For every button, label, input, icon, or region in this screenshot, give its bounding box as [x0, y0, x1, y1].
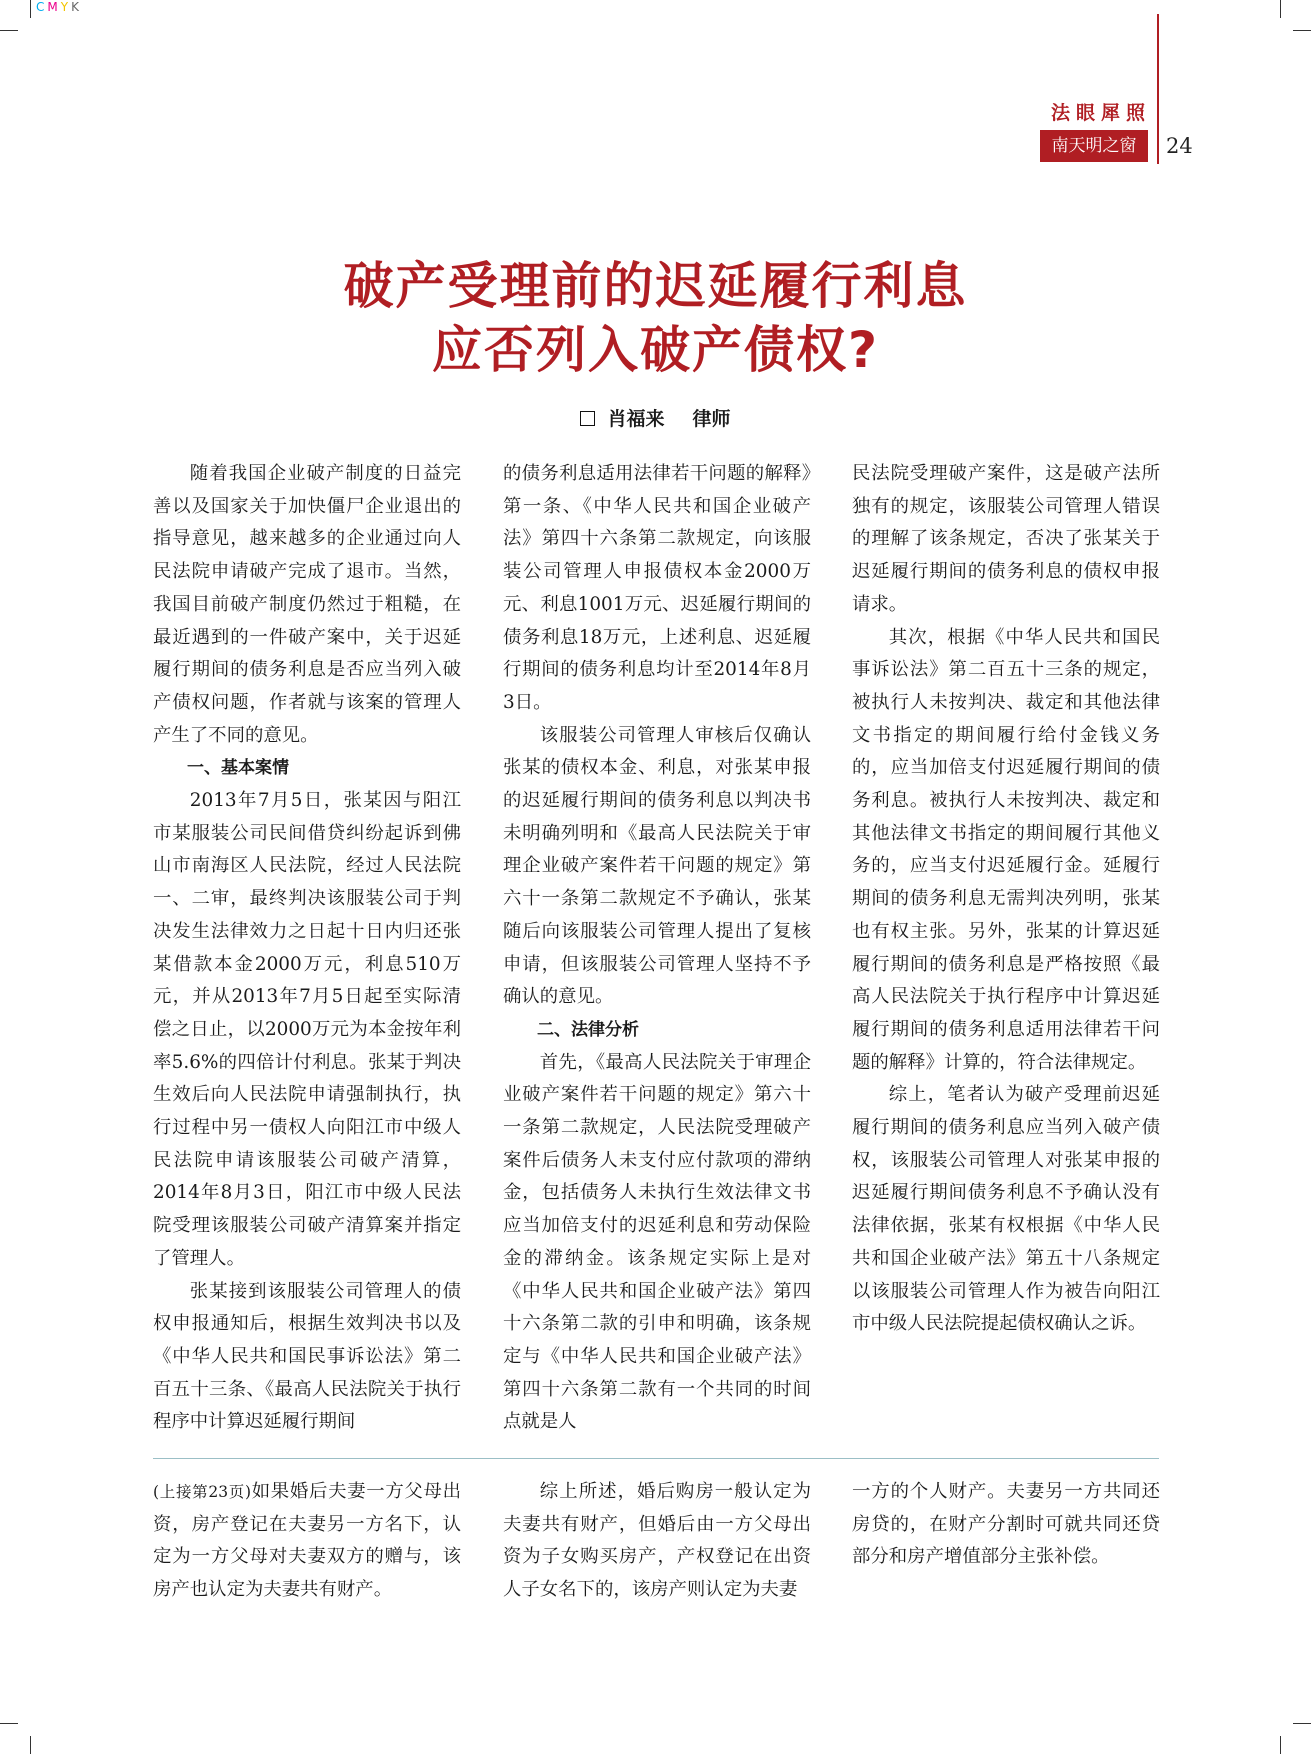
article-title-line1: 破产受理前的迟延履行利息 — [343, 257, 968, 315]
paragraph: 一方的个人财产。夫妻另一方共同还房贷的，在财产分割时可就共同还贷部分和房产增值部分主张补偿。 — [852, 1481, 1160, 1568]
paragraph: 2013年7月5日，张某因与阳江市某服装公司民间借贷纠纷起诉到佛山市南海区人民法院，经过人民法院一、二审，最终判决该服装公司于判决发生法律效力之日起十日内归还张某借款本金2000万元，利息510万元，并从2013年7月5日起至实际清偿之日止，以2000万元为本金按年利率5.6%的四倍计付利息。张某于判决生效后向人民法院申请强制执行，执行过程中另一债权人向阳江市中级人民法院申请该服装公司破产清算，2014年8月3日，阳江市中级人民法院受理该服装公司破产清算案并指定了管理人。 — [153, 790, 461, 1269]
crop-mark — [30, 1736, 31, 1754]
cmyk-color-bar — [36, 0, 82, 14]
article-column-3 — [852, 458, 1160, 1341]
crop-mark — [1280, 0, 1281, 18]
section-divider — [153, 1458, 1159, 1459]
paragraph — [153, 1476, 461, 1607]
crop-mark — [1293, 30, 1311, 31]
article-title-line2: 应否列入破产债权? — [431, 321, 879, 379]
cmyk-m: M — [47, 0, 61, 14]
article-column-2 — [503, 458, 811, 1439]
article-column-1 — [153, 458, 461, 1439]
byline-box-icon — [580, 411, 595, 426]
crop-mark — [0, 1723, 18, 1724]
paragraph: 民法院受理破产案件，这是破产法所独有的规定，该服装公司管理人错误的理解了该条规定，否决了张某关于迟延履行期间的债务利息的债权申报请求。 — [852, 463, 1160, 615]
paragraph-text: 如果婚后夫妻一方父母出资，房产登记在夫妻另一方名下，认定为一方父母对夫妻双方的赠与，该房产也认定为夫妻共有财产。 — [153, 1481, 461, 1601]
crop-mark — [0, 30, 18, 31]
continued-note: (上接第23页) — [153, 1483, 252, 1501]
crop-mark — [1280, 1736, 1281, 1754]
column-name: 法眼犀照 — [1050, 102, 1151, 124]
cmyk-k: K — [71, 0, 82, 14]
crop-mark — [30, 0, 31, 18]
author-name: 肖福来 — [607, 408, 665, 430]
paragraph: 的债务利息适用法律若干问题的解释》第一条、《中华人民共和国企业破产法》第四十六条第二款规定，向该服装公司管理人申报债权本金2000万元、利息1001万元、迟延履行期间的债务利息18万元，上述利息、迟延履行期间的债务利息均计至2014年8月3日。 — [503, 463, 811, 713]
section-heading: 一、基本案情 — [187, 758, 289, 779]
section-tag: 南天明之窗 — [1040, 130, 1148, 162]
page-number: 24 — [1166, 134, 1193, 158]
paragraph: 综上所述，婚后购房一般认定为夫妻共有财产，但婚后由一方父母出资为子女购买房产，产权登记在出资人子女名下的，该房产则认定为夫妻 — [503, 1481, 811, 1601]
continued-column-2 — [503, 1476, 811, 1607]
paragraph: 张某接到该服装公司管理人的债权申报通知后，根据生效判决书以及《中华人民共和国民事诉讼法》第二百五十三条、《最高人民法院关于执行程序中计算迟延履行期间 — [153, 1280, 461, 1433]
section-heading: 二、法律分析 — [537, 1019, 639, 1040]
paragraph: 该服装公司管理人审核后仅确认张某的债权本金、利息，对张某申报的迟延履行期间的债务利息以判决书未明确列明和《最高人民法院关于审理企业破产案件若干问题的规定》第六十一条第二款规定不予确认，张某随后向该服装公司管理人提出了复核申请，但该服装公司管理人坚持不予确认的意见。 — [503, 724, 811, 1008]
paragraph: 首先，《最高人民法院关于审理企业破产案件若干问题的规定》第六十一条第二款规定，人民法院受理破产案件后债务人未支付应付款项的滞纳金，包括债务人未执行生效法律文书应当加倍支付的迟延利息和劳动保险金的滞纳金。该条规定实际上是对《中华人民共和国企业破产法》第四十六条第二款的引申和明确，该条规定与《中华人民共和国企业破产法》第四十六条第二款有一个共同的时间点就是人 — [503, 1051, 811, 1433]
author-role: 律师 — [692, 408, 731, 430]
crop-mark — [1293, 1723, 1311, 1724]
byline — [0, 404, 1311, 431]
cmyk-y: Y — [60, 0, 72, 14]
continued-column-1 — [153, 1476, 461, 1607]
cmyk-c: C — [36, 0, 48, 14]
header-rule — [1157, 14, 1159, 164]
continued-column-3 — [852, 1476, 1160, 1574]
paragraph: 随着我国企业破产制度的日益完善以及国家关于加快僵尸企业退出的指导意见，越来越多的企业通过向人民法院申请破产完成了退市。当然，我国目前破产制度仍然过于粗糙，在最近遇到的一件破产案中，关于迟延履行期间的债务利息是否应当列入破产债权问题，作者就与该案的管理人产生了不同的意见。 — [153, 463, 461, 746]
paragraph: 综上，笔者认为破产受理前迟延履行期间的债务利息应当列入破产债权，该服装公司管理人对张某申报的迟延履行期间债务利息不予确认没有法律依据，张某有权根据《中华人民共和国企业破产法》第五十八条规定以该服装公司管理人作为被告向阳江市中级人民法院提起债权确认之诉。 — [852, 1084, 1160, 1335]
paragraph: 其次，根据《中华人民共和国民事诉讼法》第二百五十三条的规定，被执行人未按判决、裁定和其他法律文书指定的期间履行给付金钱义务的，应当加倍支付迟延履行期间的债务利息。被执行人未按判决、裁定和其他法律文书指定的期间履行其他义务的，应当支付迟延履行金。延履行期间的债务利息无需判决列明，张某也有权主张。另外，张某的计算迟延履行期间的债务利息是严格按照《最高人民法院关于执行程序中计算迟延履行期间的债务利息适用法律若干问题的解释》计算的，符合法律规定。 — [852, 626, 1160, 1073]
